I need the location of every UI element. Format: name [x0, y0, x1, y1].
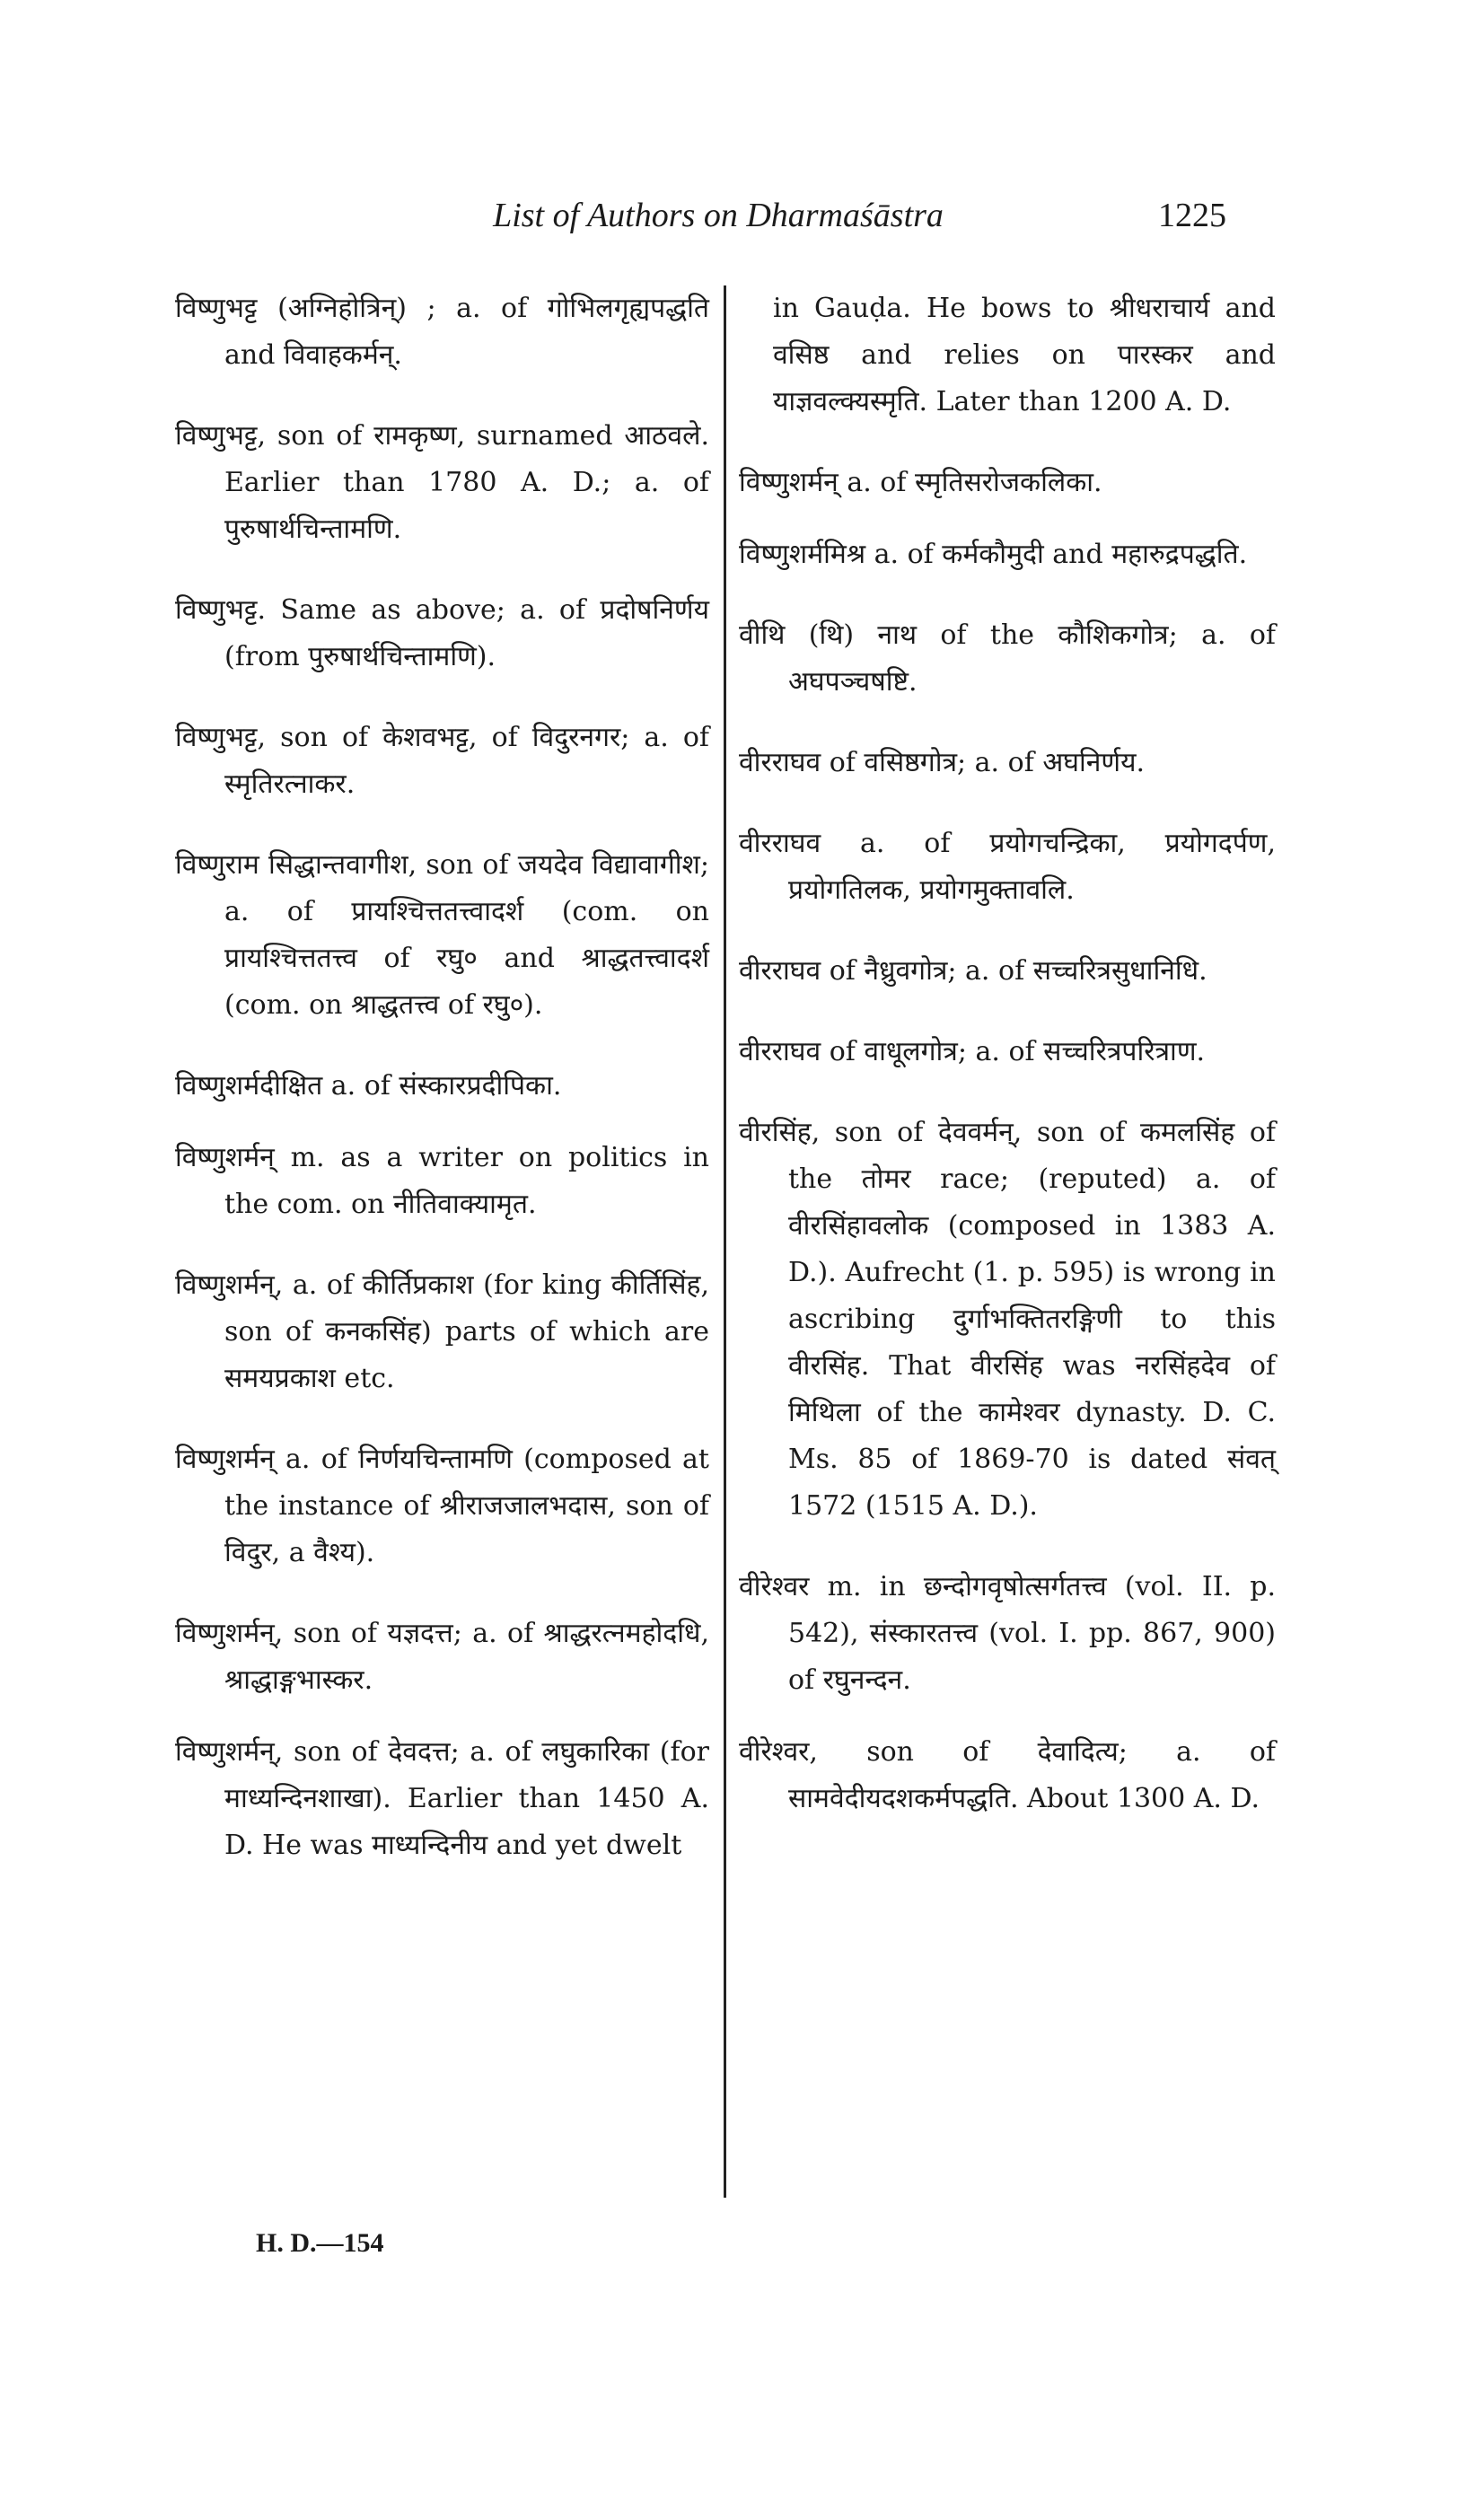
- entry-right-0: in Gauḍa. He bows to श्रीधराचार्य and वसिष्ठ and relies on पारस्कर and याज्ञवल्क्यस्मृति. Later than 1200 A. D.: [773, 293, 1276, 417]
- entry-right-6: वीरराघव of नैध्रुवगोत्र; a. of सच्चरित्रसुधानिधि.: [739, 955, 1207, 987]
- running-header-title: List of Authors on Dharmaśāstra: [493, 197, 944, 234]
- entry-left-5: विष्णुशर्मदीक्षित a. of संस्कारप्रदीपिका.: [175, 1070, 562, 1102]
- entry-right-7: वीरराघव of वाधूलगोत्र; a. of सच्चरित्रपरित्राण.: [739, 1036, 1206, 1067]
- entry-left-3: विष्णुभट्ट, son of केशवभट्ट, of विदुरनगर; a. of स्मृतिरत्नाकर.: [175, 722, 709, 800]
- entry-right-8: वीरसिंह, son of देववर्मन्, son of कमलसिंह of the तोमर race; (reputed) a. of वीरसिंहावलोक (composed in 1383 A. D.). Aufrecht (1. p. 595) is wrong in ascribing दुर्गाभक्तितरङ्गिणी to this वीरसिंह. That वीरसिंह was नरसिंहदेव of मिथिला of the कामेश्वर dynasty. D. C. Ms. 85 of 1869-70 is dated संवत् 1572 (1515 A. D.).: [739, 1117, 1276, 1522]
- entry-right-9: वीरेश्वर m. in छन्दोगवृषोत्सर्गतत्त्व (vol. II. p. 542), संस्कारतत्त्व (vol. I. pp. 867, 900) of रघुनन्दन.: [739, 1571, 1276, 1696]
- entry-left-0: विष्णुभट्ट (अग्निहोत्रिन्) ; a. of गोभिलगृह्यपद्धति and विवाहकर्मन्.: [175, 293, 709, 371]
- entry-left-6: विष्णुशर्मन् m. as a writer on politics in the com. on नीतिवाक्यामृत.: [175, 1142, 709, 1220]
- entry-right-4: वीरराघव of वसिष्ठगोत्र; a. of अघनिर्णय.: [739, 747, 1146, 778]
- right-column: [739, 285, 1276, 1848]
- entry-right-3: वीथि (थि) नाथ of the कौशिकगोत्र; a. of अघपञ्चषष्टि.: [739, 619, 1276, 698]
- column-divider: [724, 285, 726, 2198]
- entry-left-4: विष्णुराम सिद्धान्तवागीश, son of जयदेव विद्यावागीश; a. of प्रायश्चित्ततत्त्वादर्श (com. on प्रायश्चित्ततत्त्व of रघु० and श्राद्धतत्त्वादर्श (com. on श्राद्धतत्त्व of रघु०).: [175, 849, 709, 1021]
- entry-left-10: विष्णुशर्मन्, son of देवदत्त; a. of लघुकारिका (for माध्यन्दिनशाखा). Earlier than 1450 A. D. He was माध्यन्दिनीय and yet dwelt: [175, 1736, 709, 1861]
- entry-right-5: वीरराघव a. of प्रयोगचन्द्रिका, प्रयोगदर्पण, प्रयोगतिलक, प्रयोगमुक्तावलि.: [739, 828, 1276, 906]
- entry-right-2: विष्णुशर्ममिश्र a. of कर्मकौमुदी and महारुद्रपद्धति.: [739, 539, 1248, 570]
- left-column: [175, 285, 709, 1894]
- entry-left-7: विष्णुशर्मन्, a. of कीर्तिप्रकाश (for king कीर्तिसिंह, son of कनकसिंह) parts of which are समयप्रकाश etc.: [175, 1269, 709, 1394]
- entry-left-2: विष्णुभट्ट. Same as above; a. of प्रदोषनिर्णय (from पुरुषार्थचिन्तामणि).: [175, 594, 709, 672]
- signature-mark: H. D.—154: [256, 2228, 384, 2258]
- entry-left-8: विष्णुशर्मन् a. of निर्णयचिन्तामणि (composed at the instance of श्रीराजजालभदास, son of विदुर, a वैश्य).: [175, 1444, 709, 1568]
- entry-right-1: विष्णुशर्मन् a. of स्मृतिसरोजकलिका.: [739, 467, 1102, 498]
- entry-right-10: वीरेश्वर, son of देवादित्य; a. of सामवेदीयदशकर्मपद्धति. About 1300 A. D.: [739, 1736, 1276, 1814]
- entry-left-1: विष्णुभट्ट, son of रामकृष्ण, surnamed आठवले. Earlier than 1780 A. D.; a. of पुरुषार्थचिन्तामणि.: [175, 420, 709, 545]
- page-number: 1225: [1158, 197, 1226, 234]
- entry-left-9: विष्णुशर्मन्, son of यज्ञदत्त; a. of श्राद्धरत्नमहोदधि, श्राद्धाङ्गभास्कर.: [175, 1618, 709, 1696]
